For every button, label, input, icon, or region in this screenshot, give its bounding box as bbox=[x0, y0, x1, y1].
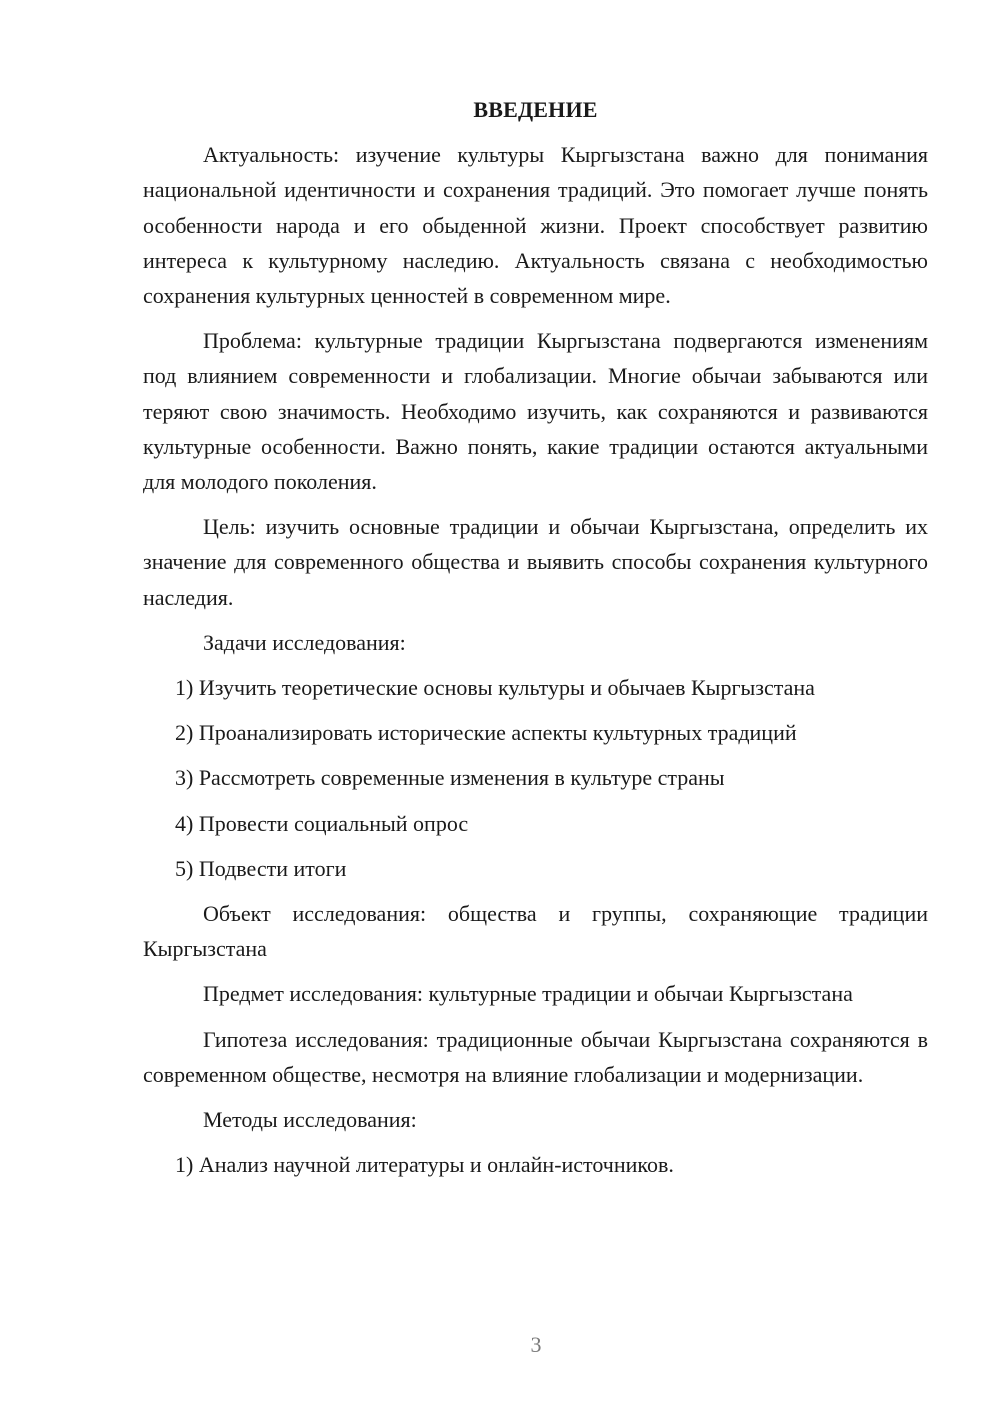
list-item: 4) Провести социальный опрос bbox=[175, 810, 469, 836]
methods-heading: Методы исследования: bbox=[203, 1107, 417, 1133]
list-item: 5) Подвести итоги bbox=[175, 855, 347, 881]
relevance-paragraph: Актуальность: изучение культуры Кыргызстана важно для понимания национальной идентичности и сохранения традиций. Это помогает лучше понять особенности народа и его обыденной жизни. Проект способствует развитию интереса к культурному наследию. Актуальность связана с необходимостью сохранения культурных ценностей в современном мире. bbox=[143, 142, 928, 309]
page-content bbox=[143, 92, 928, 1192]
methods-list bbox=[143, 1147, 928, 1182]
hypothesis-paragraph: Гипотеза исследования: традиционные обычаи Кыргызстана сохраняются в современном обществе, несмотря на влияние глобализации и модернизации. bbox=[143, 1026, 928, 1087]
list-item: 3) Рассмотреть современные изменения в культуре страны bbox=[175, 765, 725, 791]
list-item: 1) Анализ научной литературы и онлайн-источников. bbox=[175, 1152, 674, 1178]
object-paragraph: Объект исследования: общества и группы, сохраняющие традиции Кыргызстана bbox=[143, 901, 928, 962]
problem-paragraph: Проблема: культурные традиции Кыргызстана подвергаются изменениям под влиянием современности и глобализации. Многие обычаи забываются или теряют свою значимость. Необходимо изучить, как сохраняются и развиваются культурные особенности. Важно понять, какие традиции остаются актуальными для молодого поколения. bbox=[143, 328, 928, 495]
page-number: 3 bbox=[530, 1332, 542, 1357]
list-item: 2) Проанализировать исторические аспекты культурных традиций bbox=[175, 720, 797, 746]
goal-paragraph: Цель: изучить основные традиции и обычаи Кыргызстана, определить их значение для современного общества и выявить способы сохранения культурного наследия. bbox=[143, 514, 928, 610]
subject-paragraph: Предмет исследования: культурные традиции и обычаи Кыргызстана bbox=[203, 981, 853, 1007]
page-title: ВВЕДЕНИЕ bbox=[473, 97, 598, 122]
tasks-heading: Задачи исследования: bbox=[203, 629, 406, 655]
tasks-list bbox=[143, 670, 928, 886]
list-item: 1) Изучить теоретические основы культуры и обычаев Кыргызстана bbox=[175, 675, 815, 701]
